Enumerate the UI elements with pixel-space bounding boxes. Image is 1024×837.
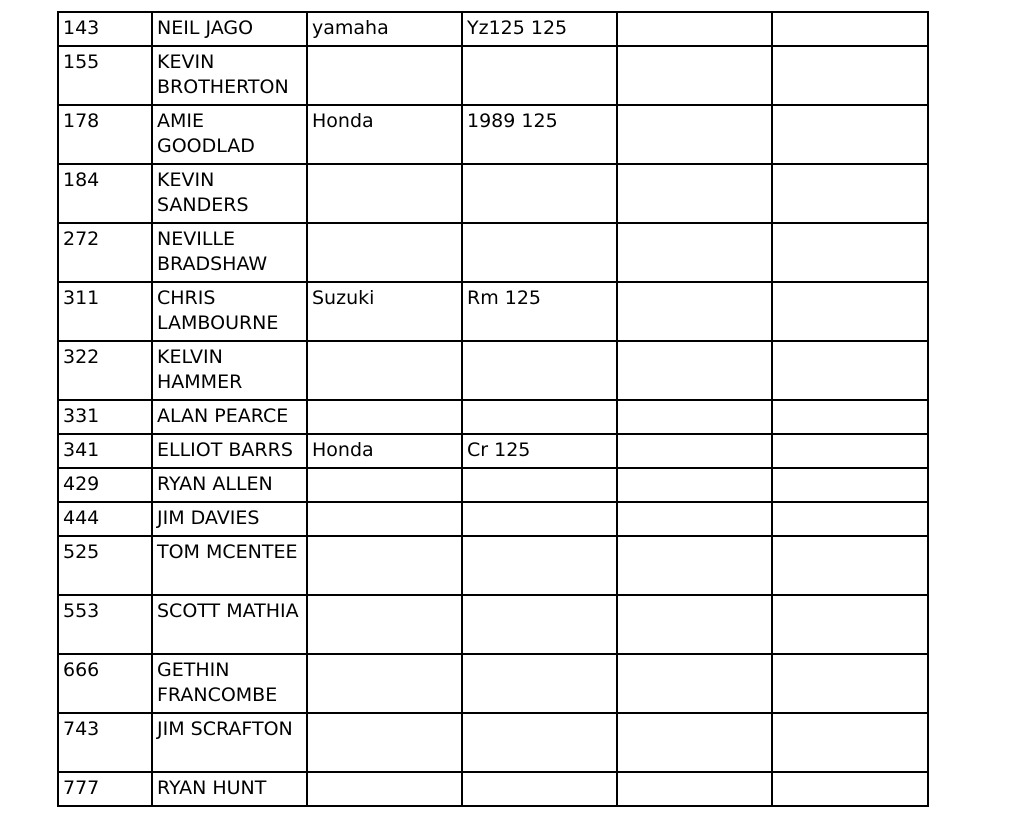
bike-model-cell [462, 341, 617, 400]
empty-cell [772, 595, 928, 654]
empty-cell [772, 400, 928, 434]
bike-make-cell: Honda [307, 434, 462, 468]
table-row [58, 502, 928, 536]
rider-name-cell: CHRIS LAMBOURNE [152, 282, 307, 341]
empty-cell [772, 105, 928, 164]
empty-cell [772, 468, 928, 502]
rider-name-cell: ELLIOT BARRS [152, 434, 307, 468]
rider-number-cell: 184 [58, 164, 152, 223]
rider-number-cell: 331 [58, 400, 152, 434]
rider-number-cell: 155 [58, 46, 152, 105]
rider-number-cell: 444 [58, 502, 152, 536]
bike-make-cell [307, 713, 462, 772]
bike-make-cell [307, 164, 462, 223]
bike-model-cell [462, 164, 617, 223]
empty-cell [617, 654, 772, 713]
empty-cell [617, 595, 772, 654]
bike-model-cell: 1989 125 [462, 105, 617, 164]
bike-model-cell: Rm 125 [462, 282, 617, 341]
table-row [58, 105, 928, 164]
rider-name-cell: ALAN PEARCE [152, 400, 307, 434]
empty-cell [772, 772, 928, 806]
empty-cell [617, 400, 772, 434]
bike-make-cell: Honda [307, 105, 462, 164]
table-row [58, 654, 928, 713]
table-row [58, 400, 928, 434]
empty-cell [617, 713, 772, 772]
bike-model-cell [462, 223, 617, 282]
bike-make-cell [307, 536, 462, 595]
rider-name-cell: TOM MCENTEE [152, 536, 307, 595]
bike-model-cell [462, 46, 617, 105]
empty-cell [617, 223, 772, 282]
rider-number-cell: 525 [58, 536, 152, 595]
bike-model-cell: Cr 125 [462, 434, 617, 468]
bike-model-cell [462, 713, 617, 772]
bike-make-cell [307, 468, 462, 502]
bike-make-cell: yamaha [307, 12, 462, 46]
bike-model-cell: Yz125 125 [462, 12, 617, 46]
rider-number-cell: 322 [58, 341, 152, 400]
rider-number-cell: 341 [58, 434, 152, 468]
table-row [58, 772, 928, 806]
table-row [58, 12, 928, 46]
rider-number-cell: 777 [58, 772, 152, 806]
bike-make-cell [307, 400, 462, 434]
empty-cell [617, 468, 772, 502]
bike-model-cell [462, 536, 617, 595]
rider-name-cell: KELVIN HAMMER [152, 341, 307, 400]
bike-model-cell [462, 595, 617, 654]
table-row [58, 282, 928, 341]
empty-cell [772, 434, 928, 468]
bike-model-cell [462, 468, 617, 502]
rider-name-cell: KEVIN SANDERS [152, 164, 307, 223]
bike-make-cell [307, 595, 462, 654]
rider-number-cell: 553 [58, 595, 152, 654]
rider-name-cell: KEVIN BROTHERTON [152, 46, 307, 105]
bike-model-cell [462, 654, 617, 713]
rider-name-cell: RYAN ALLEN [152, 468, 307, 502]
empty-cell [772, 46, 928, 105]
rider-name-cell: JIM SCRAFTON [152, 713, 307, 772]
bike-make-cell [307, 772, 462, 806]
empty-cell [617, 341, 772, 400]
table-row [58, 713, 928, 772]
empty-cell [617, 772, 772, 806]
empty-cell [617, 105, 772, 164]
bike-make-cell [307, 46, 462, 105]
empty-cell [772, 502, 928, 536]
table-row [58, 223, 928, 282]
bike-model-cell [462, 772, 617, 806]
rider-number-cell: 666 [58, 654, 152, 713]
rider-number-cell: 178 [58, 105, 152, 164]
bike-make-cell [307, 341, 462, 400]
bike-make-cell [307, 223, 462, 282]
entry-list-table [57, 11, 929, 807]
rider-number-cell: 143 [58, 12, 152, 46]
empty-cell [772, 713, 928, 772]
table-row [58, 434, 928, 468]
rider-number-cell: 272 [58, 223, 152, 282]
empty-cell [617, 502, 772, 536]
bike-model-cell [462, 400, 617, 434]
empty-cell [772, 282, 928, 341]
rider-number-cell: 743 [58, 713, 152, 772]
rider-name-cell: NEIL JAGO [152, 12, 307, 46]
table-row [58, 468, 928, 502]
rider-name-cell: NEVILLE BRADSHAW [152, 223, 307, 282]
empty-cell [772, 164, 928, 223]
empty-cell [772, 341, 928, 400]
rider-number-cell: 429 [58, 468, 152, 502]
rider-name-cell: AMIE GOODLAD [152, 105, 307, 164]
empty-cell [617, 164, 772, 223]
table-row [58, 164, 928, 223]
table-row [58, 46, 928, 105]
bike-make-cell [307, 654, 462, 713]
empty-cell [772, 12, 928, 46]
bike-make-cell [307, 502, 462, 536]
bike-make-cell: Suzuki [307, 282, 462, 341]
empty-cell [617, 536, 772, 595]
empty-cell [772, 536, 928, 595]
rider-name-cell: JIM DAVIES [152, 502, 307, 536]
empty-cell [772, 654, 928, 713]
table-row [58, 595, 928, 654]
rider-name-cell: GETHIN FRANCOMBE [152, 654, 307, 713]
rider-name-cell: SCOTT MATHIA [152, 595, 307, 654]
rider-number-cell: 311 [58, 282, 152, 341]
empty-cell [617, 282, 772, 341]
empty-cell [617, 12, 772, 46]
empty-cell [772, 223, 928, 282]
empty-cell [617, 46, 772, 105]
bike-model-cell [462, 502, 617, 536]
rider-name-cell: RYAN HUNT [152, 772, 307, 806]
empty-cell [617, 434, 772, 468]
table-row [58, 341, 928, 400]
table-row [58, 536, 928, 595]
